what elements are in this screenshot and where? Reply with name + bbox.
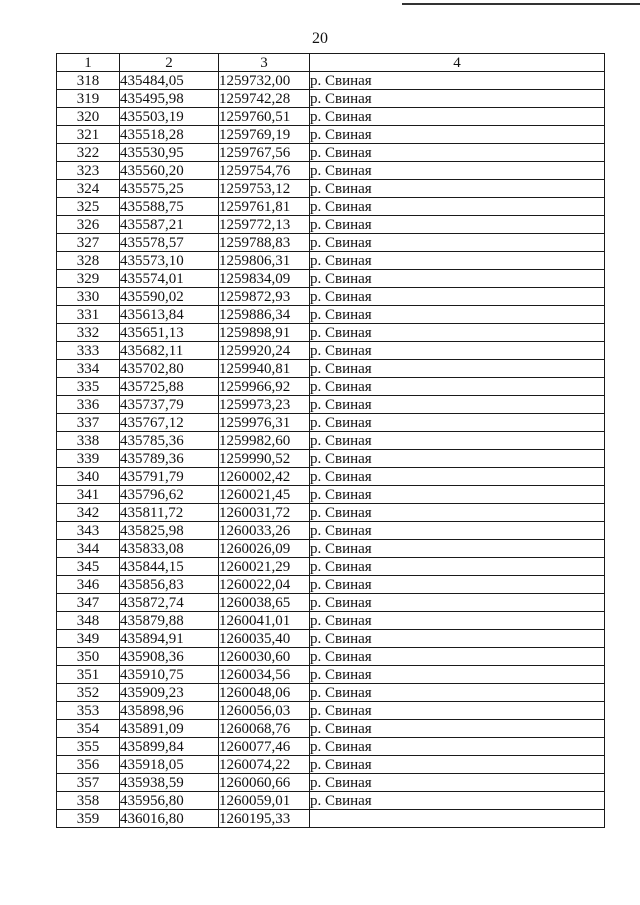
- table-row: [57, 180, 605, 198]
- point-number-cell: 322: [57, 144, 120, 162]
- x-coordinate-cell: 435956,80: [120, 792, 219, 810]
- table-row: [57, 72, 605, 90]
- table-row: [57, 738, 605, 756]
- y-coordinate-cell: 1259753,12: [219, 180, 310, 198]
- coordinates-table: [56, 53, 605, 828]
- y-coordinate-cell: 1259966,92: [219, 378, 310, 396]
- description-cell: р. Свиная: [310, 432, 605, 450]
- table-row: [57, 252, 605, 270]
- y-coordinate-cell: 1260195,33: [219, 810, 310, 828]
- x-coordinate-cell: 435785,36: [120, 432, 219, 450]
- table-row: [57, 702, 605, 720]
- description-cell: р. Свиная: [310, 144, 605, 162]
- y-coordinate-cell: 1259898,91: [219, 324, 310, 342]
- x-coordinate-cell: 435910,75: [120, 666, 219, 684]
- x-coordinate-cell: 435811,72: [120, 504, 219, 522]
- table-row: [57, 90, 605, 108]
- x-coordinate-cell: 435484,05: [120, 72, 219, 90]
- x-coordinate-cell: 435530,95: [120, 144, 219, 162]
- table-header-row: [57, 54, 605, 72]
- table-row: [57, 540, 605, 558]
- x-coordinate-cell: 435613,84: [120, 306, 219, 324]
- column-header-2: 2: [120, 54, 219, 72]
- point-number-cell: 351: [57, 666, 120, 684]
- point-number-cell: 346: [57, 576, 120, 594]
- description-cell: р. Свиная: [310, 180, 605, 198]
- x-coordinate-cell: 435844,15: [120, 558, 219, 576]
- x-coordinate-cell: 436016,80: [120, 810, 219, 828]
- description-cell: р. Свиная: [310, 720, 605, 738]
- table-row: [57, 630, 605, 648]
- description-cell: р. Свиная: [310, 558, 605, 576]
- y-coordinate-cell: 1260035,40: [219, 630, 310, 648]
- y-coordinate-cell: 1260041,01: [219, 612, 310, 630]
- description-cell: р. Свиная: [310, 666, 605, 684]
- table-row: [57, 414, 605, 432]
- table-row: [57, 522, 605, 540]
- x-coordinate-cell: 435872,74: [120, 594, 219, 612]
- point-number-cell: 356: [57, 756, 120, 774]
- point-number-cell: 319: [57, 90, 120, 108]
- point-number-cell: 332: [57, 324, 120, 342]
- point-number-cell: 353: [57, 702, 120, 720]
- point-number-cell: 329: [57, 270, 120, 288]
- column-header-1: 1: [57, 54, 120, 72]
- description-cell: р. Свиная: [310, 576, 605, 594]
- y-coordinate-cell: 1259886,34: [219, 306, 310, 324]
- x-coordinate-cell: 435518,28: [120, 126, 219, 144]
- y-coordinate-cell: 1259806,31: [219, 252, 310, 270]
- point-number-cell: 324: [57, 180, 120, 198]
- point-number-cell: 345: [57, 558, 120, 576]
- table-row: [57, 576, 605, 594]
- description-cell: р. Свиная: [310, 108, 605, 126]
- description-cell: р. Свиная: [310, 540, 605, 558]
- table-row: [57, 288, 605, 306]
- description-cell: р. Свиная: [310, 360, 605, 378]
- y-coordinate-cell: 1260034,56: [219, 666, 310, 684]
- description-cell: р. Свиная: [310, 396, 605, 414]
- y-coordinate-cell: 1260021,29: [219, 558, 310, 576]
- y-coordinate-cell: 1259872,93: [219, 288, 310, 306]
- y-coordinate-cell: 1259767,56: [219, 144, 310, 162]
- point-number-cell: 348: [57, 612, 120, 630]
- table-row: [57, 558, 605, 576]
- table-row: [57, 198, 605, 216]
- top-rule-line: [402, 3, 640, 5]
- x-coordinate-cell: 435891,09: [120, 720, 219, 738]
- description-cell: р. Свиная: [310, 342, 605, 360]
- y-coordinate-cell: 1259742,28: [219, 90, 310, 108]
- table-row: [57, 306, 605, 324]
- x-coordinate-cell: 435573,10: [120, 252, 219, 270]
- point-number-cell: 318: [57, 72, 120, 90]
- point-number-cell: 342: [57, 504, 120, 522]
- table-row: [57, 342, 605, 360]
- table-row: [57, 810, 605, 828]
- description-cell: р. Свиная: [310, 270, 605, 288]
- x-coordinate-cell: 435833,08: [120, 540, 219, 558]
- y-coordinate-cell: 1259976,31: [219, 414, 310, 432]
- point-number-cell: 330: [57, 288, 120, 306]
- y-coordinate-cell: 1260030,60: [219, 648, 310, 666]
- table-row: [57, 162, 605, 180]
- description-cell: р. Свиная: [310, 216, 605, 234]
- point-number-cell: 349: [57, 630, 120, 648]
- table-row: [57, 756, 605, 774]
- description-cell: р. Свиная: [310, 288, 605, 306]
- description-cell: р. Свиная: [310, 702, 605, 720]
- point-number-cell: 340: [57, 468, 120, 486]
- point-number-cell: 341: [57, 486, 120, 504]
- description-cell: р. Свиная: [310, 72, 605, 90]
- x-coordinate-cell: 435789,36: [120, 450, 219, 468]
- point-number-cell: 321: [57, 126, 120, 144]
- y-coordinate-cell: 1260074,22: [219, 756, 310, 774]
- point-number-cell: 358: [57, 792, 120, 810]
- y-coordinate-cell: 1259990,52: [219, 450, 310, 468]
- description-cell: р. Свиная: [310, 522, 605, 540]
- x-coordinate-cell: 435899,84: [120, 738, 219, 756]
- description-cell: р. Свиная: [310, 450, 605, 468]
- description-cell: р. Свиная: [310, 684, 605, 702]
- y-coordinate-cell: 1259920,24: [219, 342, 310, 360]
- y-coordinate-cell: 1259754,76: [219, 162, 310, 180]
- description-cell: [310, 810, 605, 828]
- x-coordinate-cell: 435503,19: [120, 108, 219, 126]
- description-cell: р. Свиная: [310, 90, 605, 108]
- x-coordinate-cell: 435791,79: [120, 468, 219, 486]
- description-cell: р. Свиная: [310, 468, 605, 486]
- y-coordinate-cell: 1260068,76: [219, 720, 310, 738]
- y-coordinate-cell: 1259761,81: [219, 198, 310, 216]
- y-coordinate-cell: 1259940,81: [219, 360, 310, 378]
- point-number-cell: 338: [57, 432, 120, 450]
- point-number-cell: 333: [57, 342, 120, 360]
- table-row: [57, 378, 605, 396]
- y-coordinate-cell: 1259788,83: [219, 234, 310, 252]
- y-coordinate-cell: 1260033,26: [219, 522, 310, 540]
- y-coordinate-cell: 1259982,60: [219, 432, 310, 450]
- y-coordinate-cell: 1259732,00: [219, 72, 310, 90]
- point-number-cell: 355: [57, 738, 120, 756]
- x-coordinate-cell: 435796,62: [120, 486, 219, 504]
- table-row: [57, 108, 605, 126]
- y-coordinate-cell: 1260026,09: [219, 540, 310, 558]
- table-row: [57, 720, 605, 738]
- y-coordinate-cell: 1260038,65: [219, 594, 310, 612]
- table-row: [57, 666, 605, 684]
- description-cell: р. Свиная: [310, 414, 605, 432]
- point-number-cell: 334: [57, 360, 120, 378]
- y-coordinate-cell: 1260059,01: [219, 792, 310, 810]
- table-row: [57, 126, 605, 144]
- description-cell: р. Свиная: [310, 774, 605, 792]
- description-cell: р. Свиная: [310, 648, 605, 666]
- x-coordinate-cell: 435825,98: [120, 522, 219, 540]
- table-row: [57, 450, 605, 468]
- x-coordinate-cell: 435588,75: [120, 198, 219, 216]
- x-coordinate-cell: 435737,79: [120, 396, 219, 414]
- description-cell: р. Свиная: [310, 486, 605, 504]
- x-coordinate-cell: 435590,02: [120, 288, 219, 306]
- y-coordinate-cell: 1260060,66: [219, 774, 310, 792]
- point-number-cell: 359: [57, 810, 120, 828]
- table-row: [57, 432, 605, 450]
- table-body: [57, 72, 605, 828]
- description-cell: р. Свиная: [310, 378, 605, 396]
- description-cell: р. Свиная: [310, 504, 605, 522]
- description-cell: р. Свиная: [310, 234, 605, 252]
- y-coordinate-cell: 1259772,13: [219, 216, 310, 234]
- y-coordinate-cell: 1260031,72: [219, 504, 310, 522]
- table-row: [57, 648, 605, 666]
- x-coordinate-cell: 435879,88: [120, 612, 219, 630]
- y-coordinate-cell: 1260021,45: [219, 486, 310, 504]
- table-row: [57, 324, 605, 342]
- description-cell: р. Свиная: [310, 792, 605, 810]
- point-number-cell: 354: [57, 720, 120, 738]
- point-number-cell: 343: [57, 522, 120, 540]
- x-coordinate-cell: 435682,11: [120, 342, 219, 360]
- table-row: [57, 270, 605, 288]
- x-coordinate-cell: 435651,13: [120, 324, 219, 342]
- point-number-cell: 352: [57, 684, 120, 702]
- x-coordinate-cell: 435587,21: [120, 216, 219, 234]
- point-number-cell: 331: [57, 306, 120, 324]
- table-row: [57, 504, 605, 522]
- table-row: [57, 792, 605, 810]
- y-coordinate-cell: 1259973,23: [219, 396, 310, 414]
- point-number-cell: 335: [57, 378, 120, 396]
- table-row: [57, 144, 605, 162]
- y-coordinate-cell: 1260002,42: [219, 468, 310, 486]
- x-coordinate-cell: 435909,23: [120, 684, 219, 702]
- x-coordinate-cell: 435725,88: [120, 378, 219, 396]
- table-row: [57, 684, 605, 702]
- y-coordinate-cell: 1260056,03: [219, 702, 310, 720]
- table-row: [57, 360, 605, 378]
- x-coordinate-cell: 435578,57: [120, 234, 219, 252]
- point-number-cell: 347: [57, 594, 120, 612]
- table-row: [57, 486, 605, 504]
- point-number-cell: 325: [57, 198, 120, 216]
- column-header-4: 4: [310, 54, 605, 72]
- x-coordinate-cell: 435560,20: [120, 162, 219, 180]
- y-coordinate-cell: 1259760,51: [219, 108, 310, 126]
- description-cell: р. Свиная: [310, 324, 605, 342]
- description-cell: р. Свиная: [310, 756, 605, 774]
- x-coordinate-cell: 435908,36: [120, 648, 219, 666]
- point-number-cell: 327: [57, 234, 120, 252]
- description-cell: р. Свиная: [310, 126, 605, 144]
- table-row: [57, 774, 605, 792]
- x-coordinate-cell: 435898,96: [120, 702, 219, 720]
- page-number: 20: [312, 30, 328, 47]
- table-row: [57, 234, 605, 252]
- description-cell: р. Свиная: [310, 738, 605, 756]
- x-coordinate-cell: 435894,91: [120, 630, 219, 648]
- x-coordinate-cell: 435767,12: [120, 414, 219, 432]
- table-row: [57, 396, 605, 414]
- description-cell: р. Свиная: [310, 630, 605, 648]
- x-coordinate-cell: 435702,80: [120, 360, 219, 378]
- y-coordinate-cell: 1259834,09: [219, 270, 310, 288]
- point-number-cell: 336: [57, 396, 120, 414]
- point-number-cell: 326: [57, 216, 120, 234]
- description-cell: р. Свиная: [310, 162, 605, 180]
- point-number-cell: 323: [57, 162, 120, 180]
- description-cell: р. Свиная: [310, 612, 605, 630]
- point-number-cell: 337: [57, 414, 120, 432]
- point-number-cell: 357: [57, 774, 120, 792]
- x-coordinate-cell: 435918,05: [120, 756, 219, 774]
- point-number-cell: 328: [57, 252, 120, 270]
- table-row: [57, 594, 605, 612]
- y-coordinate-cell: 1260022,04: [219, 576, 310, 594]
- x-coordinate-cell: 435575,25: [120, 180, 219, 198]
- x-coordinate-cell: 435495,98: [120, 90, 219, 108]
- point-number-cell: 344: [57, 540, 120, 558]
- table-row: [57, 216, 605, 234]
- point-number-cell: 339: [57, 450, 120, 468]
- description-cell: р. Свиная: [310, 198, 605, 216]
- point-number-cell: 320: [57, 108, 120, 126]
- point-number-cell: 350: [57, 648, 120, 666]
- y-coordinate-cell: 1260077,46: [219, 738, 310, 756]
- x-coordinate-cell: 435574,01: [120, 270, 219, 288]
- table-row: [57, 468, 605, 486]
- description-cell: р. Свиная: [310, 306, 605, 324]
- y-coordinate-cell: 1260048,06: [219, 684, 310, 702]
- description-cell: р. Свиная: [310, 252, 605, 270]
- y-coordinate-cell: 1259769,19: [219, 126, 310, 144]
- table-row: [57, 612, 605, 630]
- x-coordinate-cell: 435856,83: [120, 576, 219, 594]
- description-cell: р. Свиная: [310, 594, 605, 612]
- x-coordinate-cell: 435938,59: [120, 774, 219, 792]
- column-header-3: 3: [219, 54, 310, 72]
